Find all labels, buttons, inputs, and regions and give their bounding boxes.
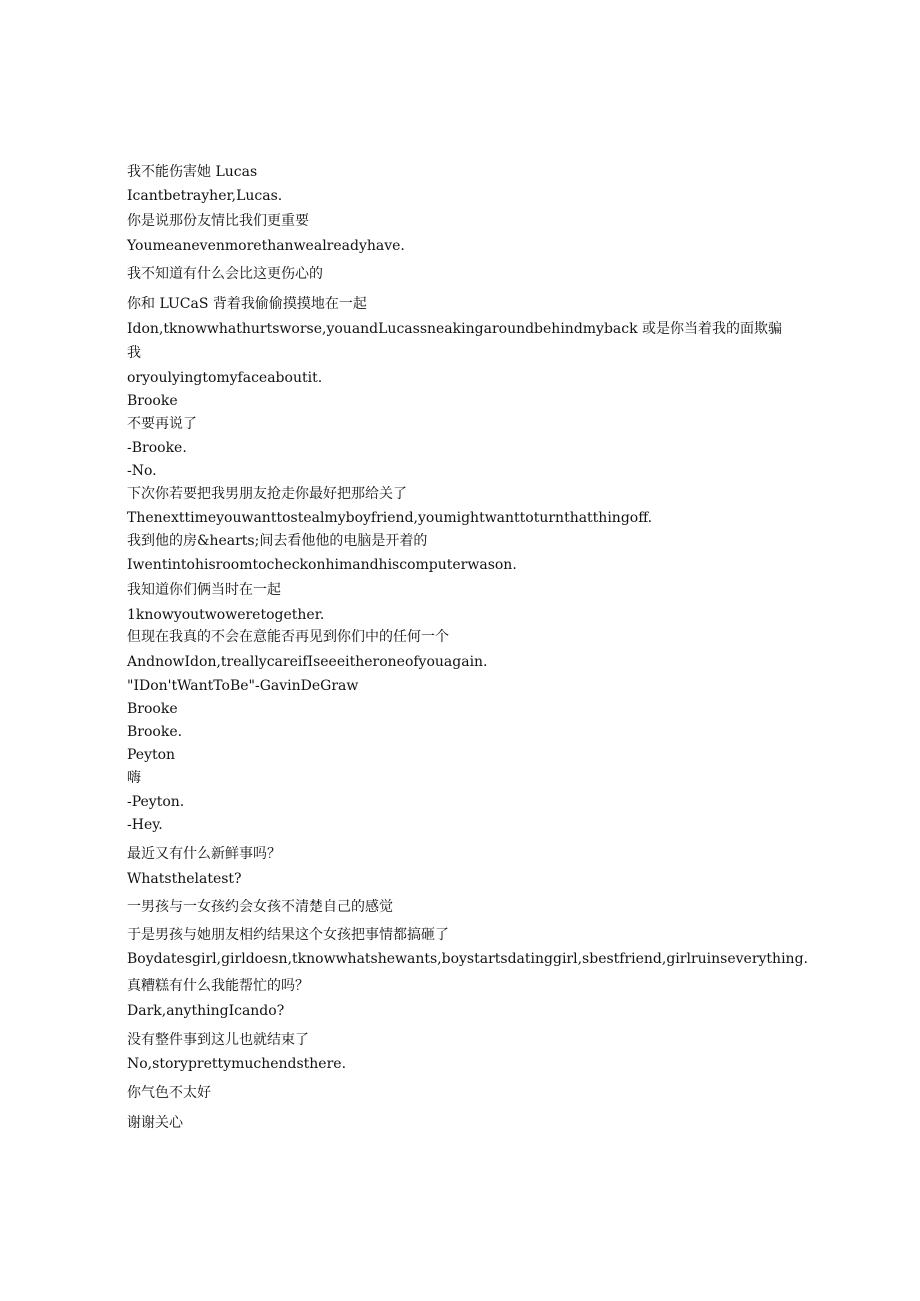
text-line: 一男孩与一女孩约会女孩不清楚自己的感觉 xyxy=(127,899,393,915)
text-line: "IDon'tWantToBe"-GavinDeGraw xyxy=(127,678,359,694)
text-line: 1knowyoutwoweretogether. xyxy=(127,607,325,623)
text-line: Icantbetrayher,Lucas. xyxy=(127,188,283,204)
text-line: 我到他的房&hearts;间去看他他的电脑是开着的 xyxy=(127,533,428,549)
text-line: No,storyprettymuchendsthere. xyxy=(127,1056,347,1072)
text-line: oryoulyingtomyfaceaboutit. xyxy=(127,370,323,386)
text-line: 我不能伤害她 Lucas xyxy=(127,164,258,180)
text-line: 没有整件事到这儿也就结束了 xyxy=(127,1032,309,1048)
text-line: 我 xyxy=(127,345,141,361)
text-line: Brooke. xyxy=(127,724,183,740)
text-line: -Peyton. xyxy=(127,794,185,810)
text-line: 下次你若要把我男朋友抢走你最好把那给关了 xyxy=(127,486,407,502)
text-line: AndnowIdon,treallycareifIseeeitheroneofyouagain. xyxy=(127,654,488,670)
text-line: 于是男孩与她朋友相约结果这个女孩把事情都搞砸了 xyxy=(127,927,449,943)
text-line: 你气色不太好 xyxy=(127,1085,211,1101)
text-line: -Brooke. xyxy=(127,440,187,456)
text-line: Thenexttimeyouwanttostealmyboyfriend,youmightwanttoturnthatthingoff. xyxy=(127,510,653,526)
text-line: 谢谢关心 xyxy=(127,1115,183,1131)
text-line: 但现在我真的不会在意能否再见到你们中的任何一个 xyxy=(127,629,449,645)
text-line: Youmeanevenmorethanwealreadyhave. xyxy=(127,238,405,254)
text-line: Brooke xyxy=(127,701,178,717)
text-line: 真糟糕有什么我能帮忙的吗？ xyxy=(127,978,309,994)
text-line: Brooke xyxy=(127,393,178,409)
text-line: -No. xyxy=(127,463,157,479)
text-line: 我知道你们俩当时在一起 xyxy=(127,582,281,598)
text-line: Dark,anythingIcando? xyxy=(127,1003,285,1019)
text-line: Whatsthelatest? xyxy=(127,871,242,887)
text-line: Boydatesgirl,girldoesn,tknowwhatshewants,boystartsdatinggirl,sbestfriend,girlruinseverything. xyxy=(127,951,808,967)
text-line: -Hey. xyxy=(127,817,163,833)
text-line: Iwentintohisroomtocheckonhimandhiscomputerwason. xyxy=(127,557,517,573)
text-line: 最近又有什么新鲜事吗？ xyxy=(127,846,281,862)
text-line: Idon,tknowwhathurtsworse,youandLucassneakingaroundbehindmyback 或是你当着我的面欺骗 xyxy=(127,321,783,337)
text-line: Peyton xyxy=(127,747,176,763)
text-line: 你是说那份友情比我们更重要 xyxy=(127,213,309,229)
text-line: 不要再说了 xyxy=(127,416,197,432)
text-line: 嗨 xyxy=(127,770,141,786)
text-line: 我不知道有什么会比这更伤心的 xyxy=(127,266,323,282)
text-line: 你和 LUCaS 背着我偷偷摸摸地在一起 xyxy=(127,296,367,312)
